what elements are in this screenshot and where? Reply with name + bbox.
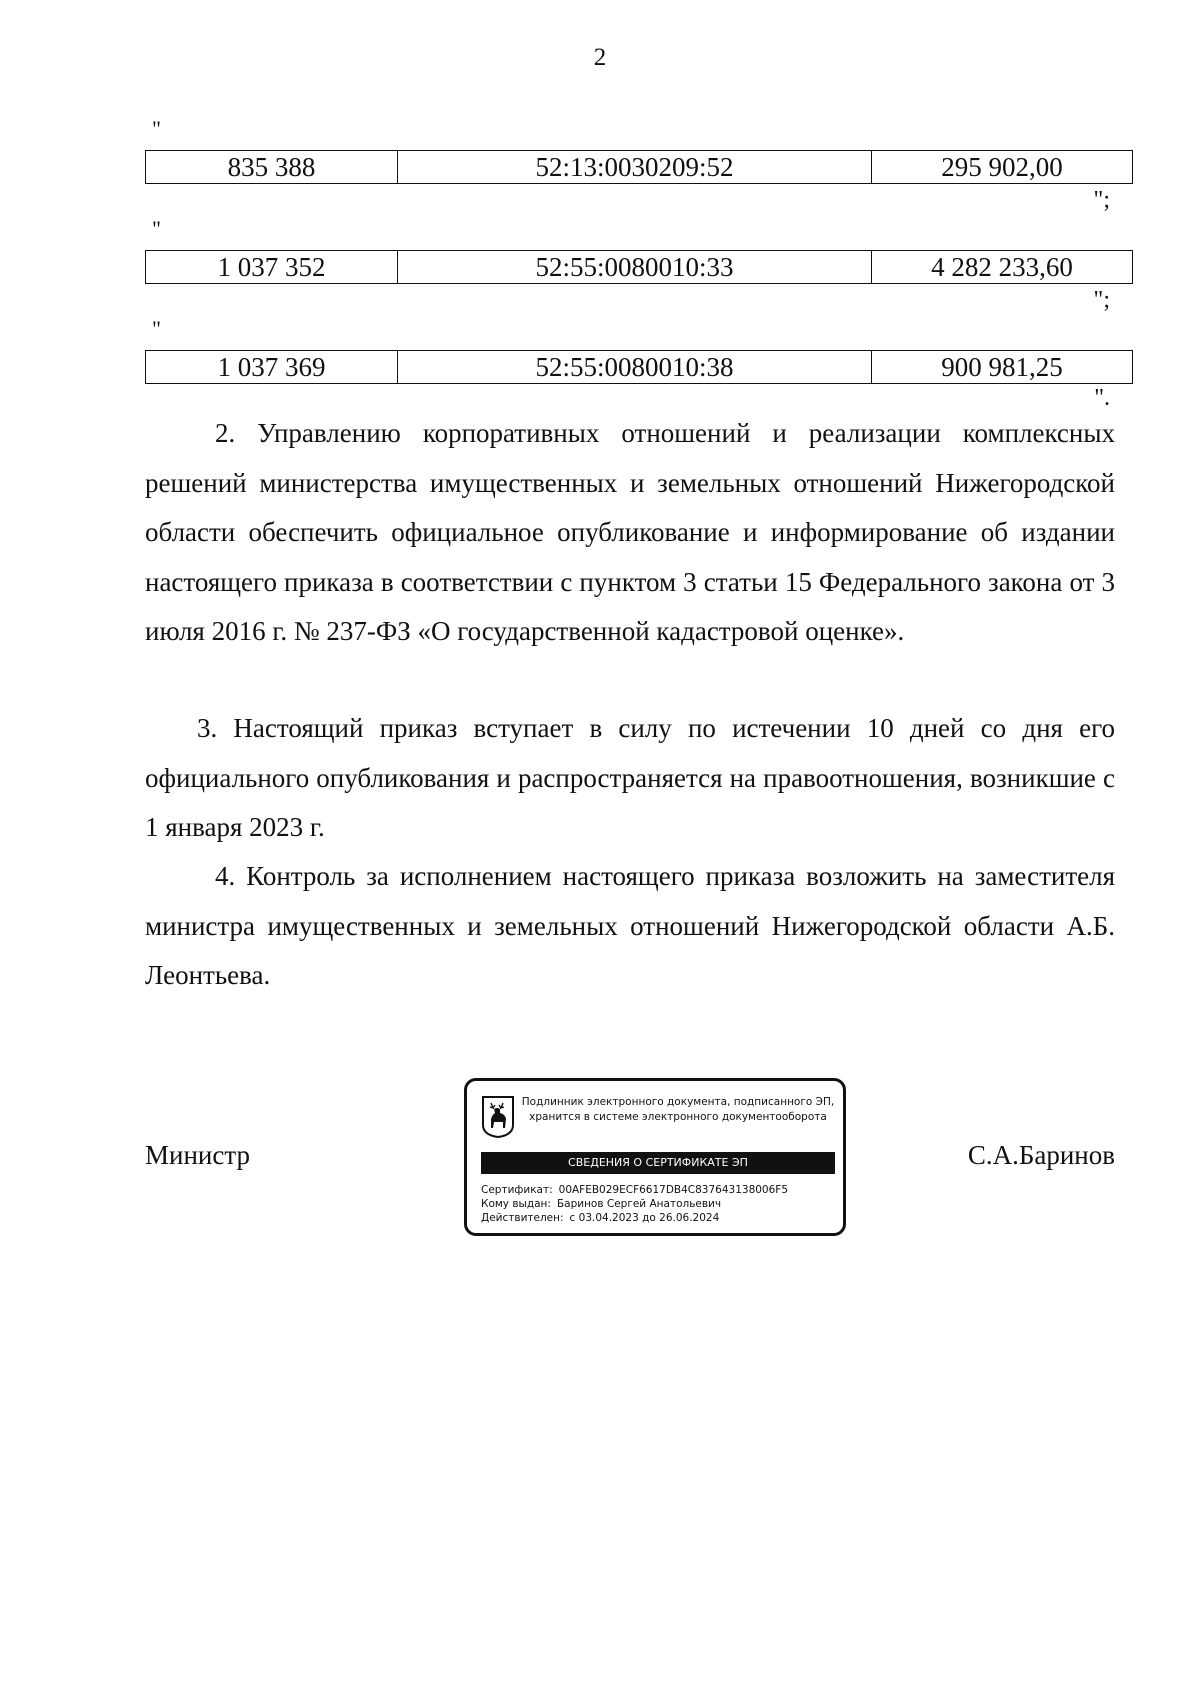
- close-quote: ".: [1094, 385, 1110, 411]
- open-quote: ": [152, 316, 161, 341]
- paragraph-2: [145, 409, 1115, 657]
- table-cell-number: 1 037 369: [146, 351, 398, 384]
- table-cell-cadastral-number: 52:55:0080010:38: [398, 351, 872, 384]
- amendment-table-row-1: [145, 150, 1133, 184]
- paragraph-3-text: 3. Настоящий приказ вступает в силу по истечении 10 дней со дня его официального опубликования и распространяется на правоотношения, возникшие с 1 января 2023 г.: [145, 713, 1115, 842]
- issued-to-label: Кому выдан:: [481, 1198, 551, 1210]
- table-cell-cadastral-number: 52:55:0080010:33: [398, 251, 872, 284]
- signatory-name: С.А.Баринов: [967, 1140, 1115, 1170]
- page-number: 2: [593, 44, 607, 71]
- stamp-header: [519, 1095, 837, 1125]
- table-row: [146, 251, 1133, 284]
- paragraph-3: [145, 704, 1115, 853]
- table-cell-value: 295 902,00: [872, 151, 1133, 184]
- certificate-label: Сертификат:: [481, 1184, 553, 1196]
- table-cell-value: 900 981,25: [872, 351, 1133, 384]
- deer-emblem-icon: [481, 1095, 515, 1139]
- paragraph-2-text: 2. Управлению корпоративных отношений и реализации комплексных решений министерства имущественных и земельных отношений Нижегородской области обеспечить официальное опубликование и информирование об издании настоящего приказа в соответствии с пунктом 3 статьи 15 Федерального закона от 3 июля 2016 г. № 237-ФЗ «О государственной кадастровой оценке».: [145, 418, 1115, 646]
- electronic-signature-stamp: [464, 1078, 846, 1236]
- valid-label: Действителен:: [481, 1212, 564, 1224]
- certificate-row: [481, 1183, 835, 1197]
- stamp-certificate-details: [481, 1183, 835, 1225]
- close-quote: ";: [1093, 287, 1110, 313]
- amendment-table-row-2: [145, 250, 1133, 284]
- open-quote: ": [152, 216, 161, 241]
- open-quote: ": [152, 116, 161, 141]
- table-row: [146, 351, 1133, 384]
- signatory-title: Министр: [145, 1140, 250, 1170]
- table-cell-number: 835 388: [146, 151, 398, 184]
- stamp-header-line-1: Подлинник электронного документа, подписанного ЭП,: [521, 1096, 835, 1108]
- paragraph-4-text: 4. Контроль за исполнением настоящего приказа возложить на заместителя министра имущественных и земельных отношений Нижегородской области А.Б. Леонтьева.: [145, 861, 1115, 990]
- table-cell-value: 4 282 233,60: [872, 251, 1133, 284]
- valid-value: с 03.04.2023 до 26.06.2024: [569, 1212, 720, 1224]
- table-row: [146, 151, 1133, 184]
- table-cell-number: 1 037 352: [146, 251, 398, 284]
- valid-period-row: [481, 1211, 835, 1225]
- stamp-header-line-2: хранится в системе электронного документооборота: [529, 1111, 827, 1123]
- amendment-table-row-3: [145, 350, 1133, 384]
- issued-to-row: [481, 1197, 835, 1211]
- issued-to-value: Баринов Сергей Анатольевич: [556, 1198, 722, 1210]
- stamp-certificate-band: СВЕДЕНИЯ О СЕРТИФИКАТЕ ЭП: [481, 1152, 835, 1174]
- paragraph-4: [145, 852, 1115, 1001]
- table-cell-cadastral-number: 52:13:0030209:52: [398, 151, 872, 184]
- certificate-value: 00AFEB029ECF6617DB4C837643138006F5: [558, 1184, 789, 1196]
- close-quote: ";: [1093, 187, 1110, 213]
